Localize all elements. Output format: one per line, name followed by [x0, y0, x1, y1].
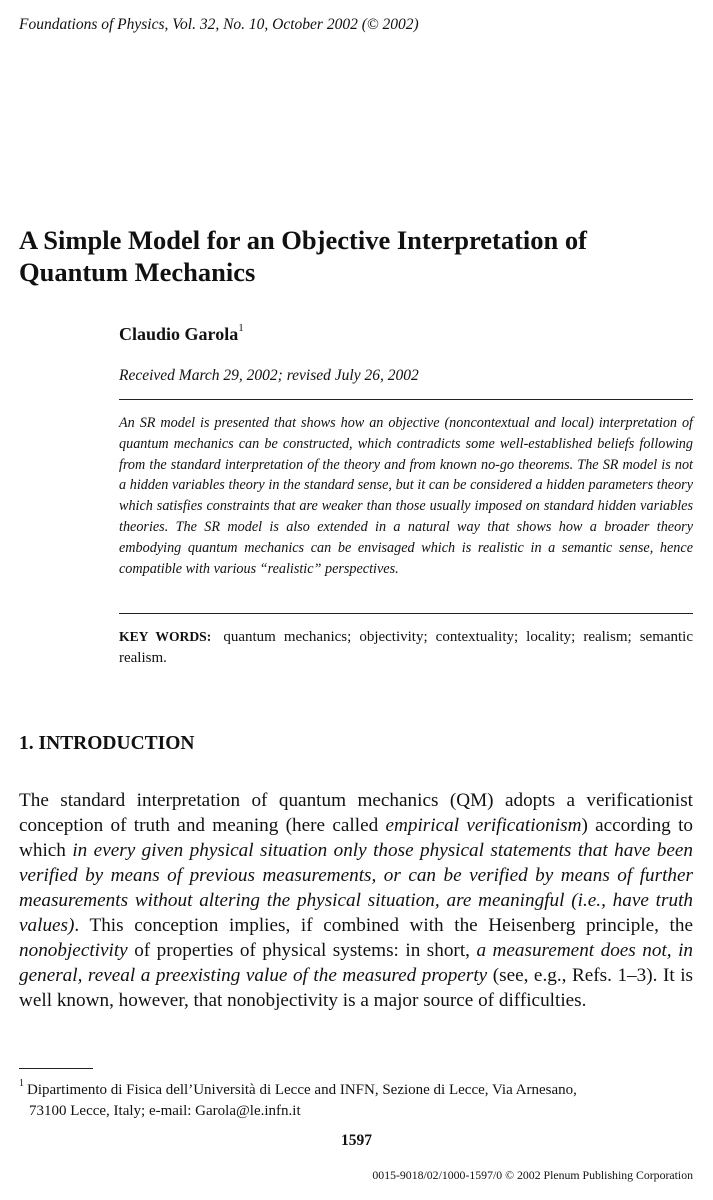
body-text: The standard interpretation of quantum mechanics (QM) adopts a verificationist conception of truth and meaning (here called — [19, 790, 693, 836]
copyright-line: 0015-9018/02/1000-1597/0 © 2002 Plenum Publishing Corporation — [372, 1168, 693, 1182]
author-name: Claudio Garola — [119, 324, 239, 344]
page-number: 1597 — [341, 1132, 372, 1149]
footnote-rule — [19, 1068, 93, 1069]
footnote-text: Dipartimento di Fisica dell’Università di Lecce and INFN, Sezione di Lecce, Via Arnesano, — [27, 1082, 577, 1098]
footnote-line-2: 73100 Lecce, Italy; e-mail: Garola@le.infn.it — [29, 1103, 301, 1119]
author — [119, 324, 244, 345]
body-text: . This conception implies, if combined with the Heisenberg principle, the — [74, 915, 693, 936]
abstract: An SR model is presented that shows how an objective (noncontextual and local) interpretation of quantum mechanics can be constructed, which contradicts some well-established beliefs following from the standard interpretation of the theory and from known no-go theorems. The SR model is not a hidden variables theory in the standard sense, but it can be considered a hidden parameters theory which satisfies constraints that are weaker than those usually imposed on standard hidden variables theories. The SR model is also extended in a natural way that shows how a broader theory embodying quantum mechanics can be envisaged which is realistic in a semantic sense, hence compatible with various “realistic” perspectives. — [119, 415, 693, 577]
keywords-text: quantum mechanics; objectivity; contextuality; locality; realism; semantic realism. — [119, 629, 694, 666]
keywords-label: KEY WORDS: — [119, 629, 212, 644]
footnote-line-1 — [19, 1075, 699, 1101]
title-line-2: Quantum Mechanics — [19, 257, 256, 287]
footnote-mark: 1 — [19, 1078, 24, 1089]
body-paragraph — [19, 788, 693, 1013]
abstract-top-rule — [119, 399, 693, 400]
body-emphasis: a measurement does not, in general, reveal a preexisting value of the measured property — [19, 940, 693, 986]
journal-citation: Foundations of Physics, Vol. 32, No. 10, October 2002 (© 2002) — [19, 16, 419, 33]
body-emphasis: empirical verificationism — [385, 815, 582, 836]
body-text: of properties of physical systems: in short, — [127, 940, 477, 961]
received-dates: Received March 29, 2002; revised July 26, 2002 — [119, 367, 419, 384]
section-heading: 1. INTRODUCTION — [19, 733, 195, 754]
body-emphasis: nonobjectivity — [19, 940, 128, 961]
keywords — [119, 626, 693, 669]
title-line-1: A Simple Model for an Objective Interpretation of — [19, 225, 587, 255]
body-emphasis: in every given physical situation only those physical statements that have been verified by means of previous measurements, or can be verified by means of further measurements without altering the physical situation, are meaningful (i.e., have truth values) — [19, 840, 693, 936]
abstract-bottom-rule — [119, 613, 693, 614]
author-footnote-mark: 1 — [238, 322, 244, 334]
body-text: (see, e.g., Refs. 1–3). It is well known, however, that nonobjectivity is a major source of difficulties. — [19, 965, 693, 1011]
body-text: ) according to which — [19, 815, 693, 861]
paper-title — [19, 224, 699, 288]
footnote — [19, 1075, 699, 1122]
